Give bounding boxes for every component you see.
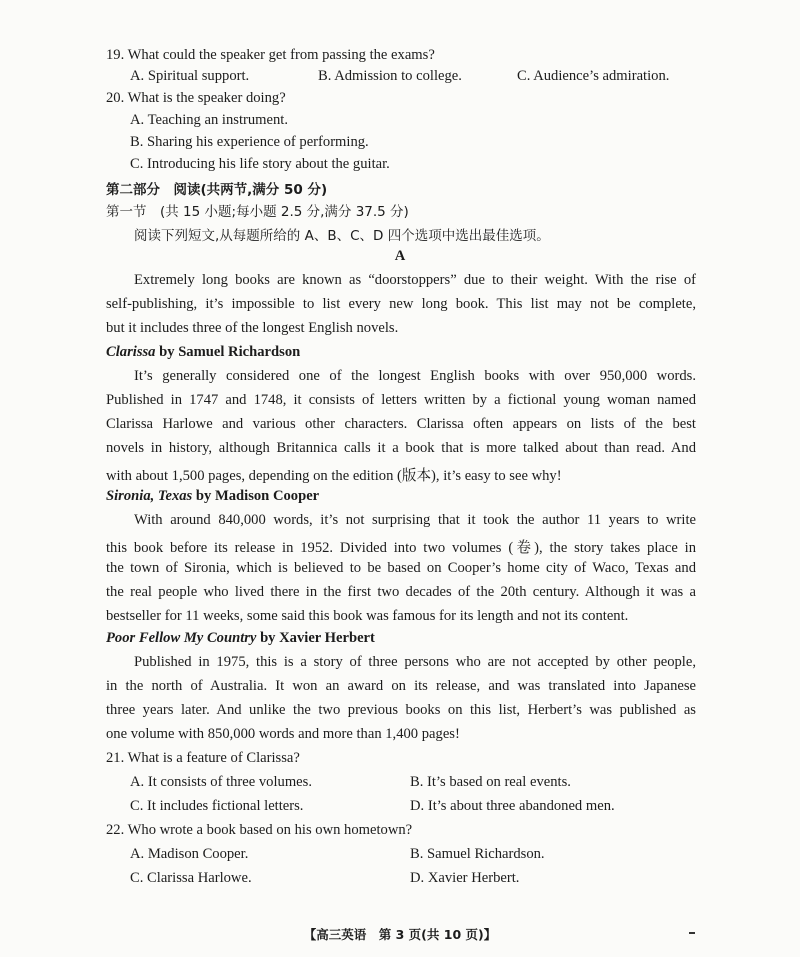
page-footer: 【高三英语 第 3 页(共 10 页)】 xyxy=(303,927,497,942)
book-author: by Samuel Richardson xyxy=(155,344,301,360)
book-title-text: Sironia, Texas xyxy=(106,488,193,504)
intro-line-3: but it includes three of the longest English novels. xyxy=(106,320,399,336)
question-20-option-a: A. Teaching an instrument. xyxy=(130,112,288,128)
poor-fellow-line-4: one volume with 850,000 words and more than 1,400 pages! xyxy=(106,726,460,742)
clarissa-line-2: Published in 1747 and 1748, it consists of letters written by a fictional young woman named xyxy=(106,392,696,408)
question-22-option-d: D. Xavier Herbert. xyxy=(410,870,520,886)
question-21-option-d: D. It’s about three abandoned men. xyxy=(410,798,615,814)
question-19-stem: 19. What could the speaker get from passing the exams? xyxy=(106,47,435,63)
book-title-text: Clarissa xyxy=(106,344,156,360)
question-21-option-a: A. It consists of three volumes. xyxy=(130,774,312,790)
book-title-clarissa xyxy=(106,344,300,361)
question-21-option-b: B. It’s based on real events. xyxy=(410,774,571,790)
question-20-option-b: B. Sharing his experience of performing. xyxy=(130,134,369,150)
clarissa-line-3: Clarissa Harlowe and various other characters. Clarissa often appears on lists of the best xyxy=(106,416,696,432)
clarissa-line-4: novels in history, although Britannica calls it a book that is more talked about than read. And xyxy=(106,440,696,456)
book-author: by Xavier Herbert xyxy=(256,630,375,646)
passage-label: A xyxy=(394,248,406,264)
intro-line-1: Extremely long books are known as “doorstoppers” due to their weight. With the rise of xyxy=(134,272,696,288)
sironia-line-4: the real people who lived there in the first two decades of the 20th century. Although it was a xyxy=(106,584,696,600)
book-author: by Madison Cooper xyxy=(192,488,320,504)
question-21-option-c: C. It includes fictional letters. xyxy=(130,798,304,814)
question-22-option-a: A. Madison Cooper. xyxy=(130,846,249,862)
page-mark xyxy=(689,932,695,934)
part-two-heading: 第二部分 阅读(共两节,满分 50 分) xyxy=(106,182,328,198)
question-20-stem: 20. What is the speaker doing? xyxy=(106,90,286,106)
sironia-line-1: With around 840,000 words, it’s not surprising that it took the author 11 years to write xyxy=(134,512,696,528)
sironia-line-3: the town of Sironia, which is believed to be based on Cooper’s home city of Waco, Texas and xyxy=(106,560,696,576)
poor-fellow-line-3: three years later. And unlike the two previous books on this list, Herbert’s was published as xyxy=(106,702,696,718)
reading-instruction: 阅读下列短文,从每题所给的 A、B、C、D 四个选项中选出最佳选项。 xyxy=(134,228,550,244)
poor-fellow-line-1: Published in 1975, this is a story of three persons who are not accepted by other people, xyxy=(134,654,696,670)
question-22-option-b: B. Samuel Richardson. xyxy=(410,846,545,862)
book-title-text: Poor Fellow My Country xyxy=(106,630,257,646)
question-20-option-c: C. Introducing his life story about the guitar. xyxy=(130,156,390,172)
question-21-stem: 21. What is a feature of Clarissa? xyxy=(106,750,300,766)
question-22-stem: 22. Who wrote a book based on his own hometown? xyxy=(106,822,413,838)
book-title-sironia xyxy=(106,488,319,505)
book-title-poor-fellow xyxy=(106,630,375,647)
question-19-option-a: A. Spiritual support. xyxy=(130,68,250,84)
sironia-line-2: this book before its release in 1952. Divided into two volumes (卷), the story takes place in xyxy=(106,540,696,556)
question-22-option-c: C. Clarissa Harlowe. xyxy=(130,870,252,886)
question-19-option-c: C. Audience’s admiration. xyxy=(517,68,670,84)
clarissa-line-1: It’s generally considered one of the longest English books with over 950,000 words. xyxy=(134,368,696,384)
poor-fellow-line-2: in the north of Australia. It won an award on its release, and was translated into Japanese xyxy=(106,678,696,694)
section-one-heading: 第一节 (共 15 小题;每小题 2.5 分,满分 37.5 分) xyxy=(106,204,409,220)
sironia-line-5: bestseller for 11 weeks, some said this book was famous for its length and not its content. xyxy=(106,608,629,624)
clarissa-line-5: with about 1,500 pages, depending on the edition (版本), it’s easy to see why! xyxy=(106,468,562,484)
intro-line-2: self-publishing, it’s impossible to list every new long book. This list may not be complete, xyxy=(106,296,696,312)
question-19-option-b: B. Admission to college. xyxy=(318,68,462,84)
